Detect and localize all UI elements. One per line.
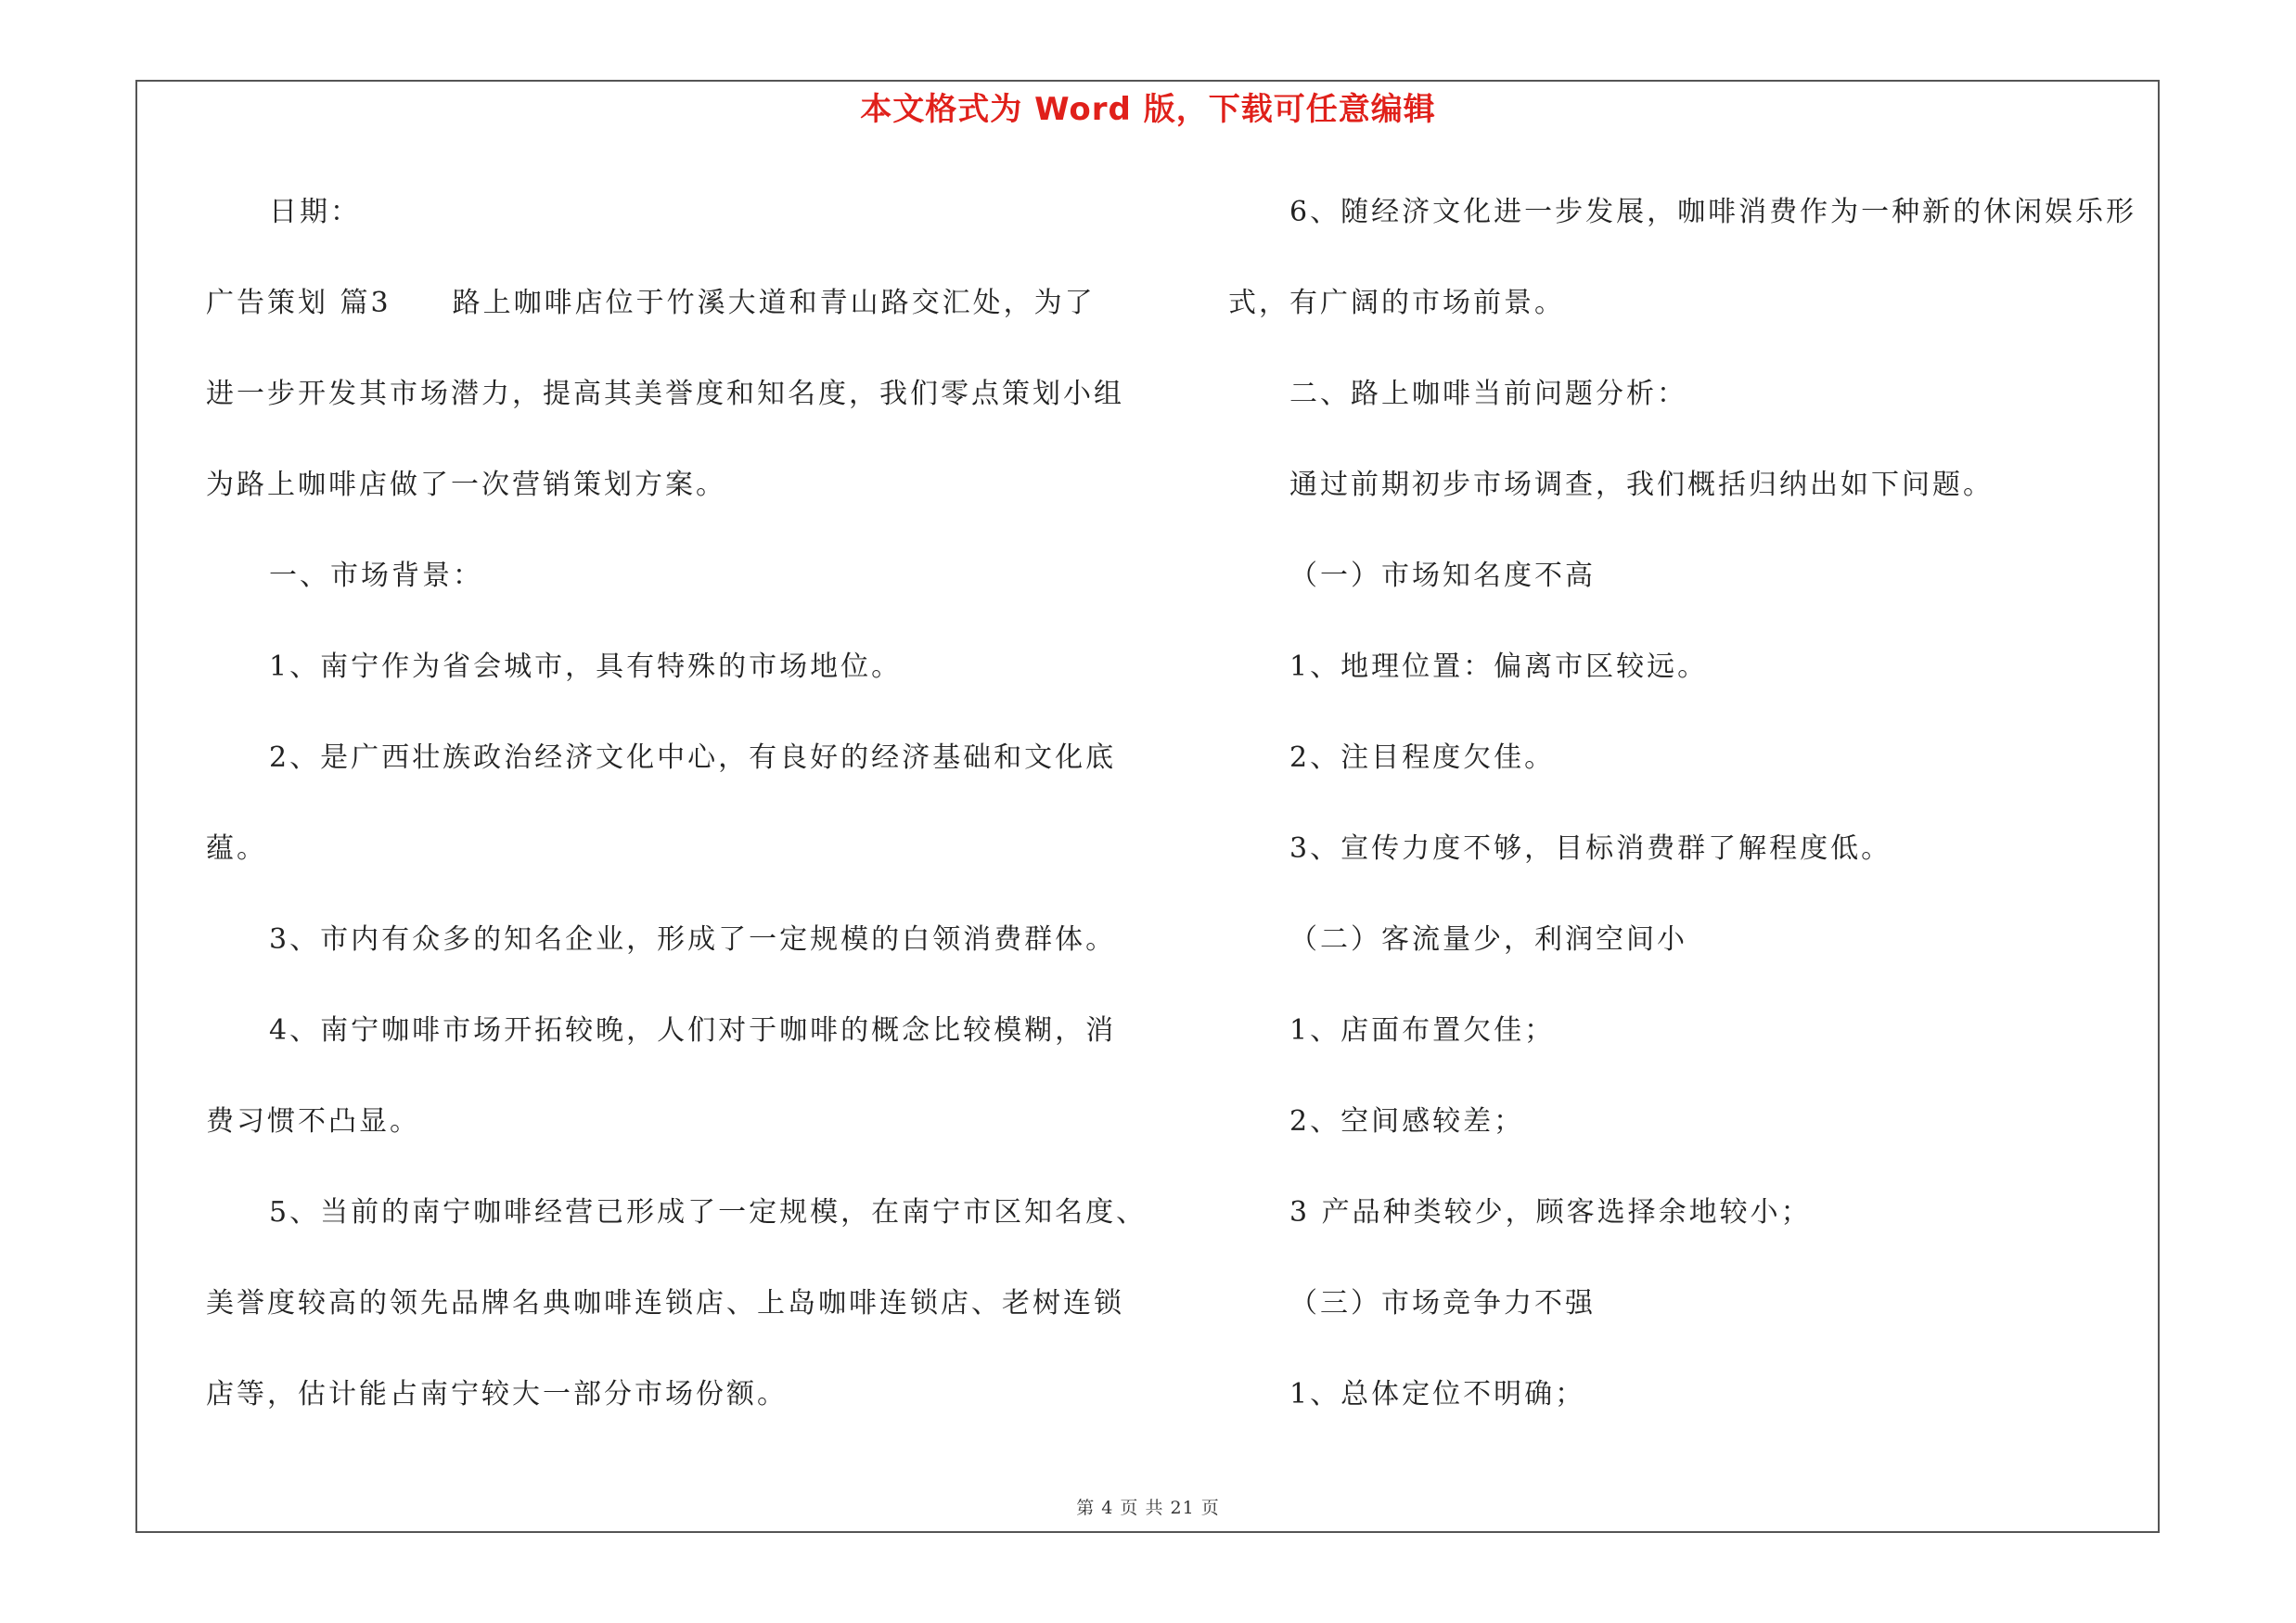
section-heading: 二、路上咖啡当前问题分析：: [1289, 378, 1687, 410]
paragraph-line: 1、店面布置欠佳；: [1289, 1014, 1556, 1047]
paragraph-line: 进一步开发其市场潜力，提高其美誉度和知名度，我们零点策划小组: [206, 378, 1124, 410]
paragraph-line: 1、南宁作为省会城市，具有特殊的市场地位。: [269, 650, 903, 683]
paragraph-line: 3、宣传力度不够，目标消费群了解程度低。: [1289, 832, 1892, 865]
paragraph-line: 6、随经济文化进一步发展，咖啡消费作为一种新的休闲娱乐形: [1289, 196, 2137, 228]
paragraph-line: 4、南宁咖啡市场开拓较晚，人们对于咖啡的概念比较模糊，消: [269, 1014, 1117, 1047]
paragraph-line: 式，有广阔的市场前景。: [1228, 287, 1565, 319]
paragraph-line: 日期：: [269, 196, 361, 228]
paragraph-line: 费习惯不凸显。: [206, 1105, 420, 1138]
paragraph-line: 为路上咖啡店做了一次营销策划方案。: [206, 469, 726, 501]
paragraph-line: 蕴。: [206, 832, 267, 865]
paragraph-line: 3 产品种类较少，顾客选择余地较小；: [1289, 1196, 1812, 1229]
paragraph-line: 3、市内有众多的知名企业，形成了一定规模的白领消费群体。: [269, 923, 1117, 956]
subsection-heading: （二）客流量少，利润空间小: [1289, 923, 1687, 956]
paragraph-line: 美誉度较高的领先品牌名典咖啡连锁店、上岛咖啡连锁店、老树连锁: [206, 1287, 1124, 1320]
section-heading: 一、市场背景：: [269, 560, 483, 592]
paragraph-line: 5、当前的南宁咖啡经营已形成了一定规模，在南宁市区知名度、: [269, 1196, 1148, 1229]
paragraph-line: 2、注目程度欠佳。: [1289, 741, 1556, 774]
paragraph-line: 店等，估计能占南宁较大一部分市场份额。: [206, 1378, 788, 1410]
paragraph-line: 通过前期初步市场调查，我们概括归纳出如下问题。: [1289, 469, 1994, 501]
paragraph-line: 1、总体定位不明确；: [1289, 1378, 1586, 1410]
page-number-footer: 第 4 页 共 21 页: [1076, 1498, 1220, 1518]
paragraph-line: 2、空间感较差；: [1289, 1105, 1525, 1138]
paragraph-line: 1、地理位置：偏离市区较远。: [1289, 650, 1709, 683]
document-banner: 本文格式为 Word 版，下载可任意编辑: [860, 91, 1436, 128]
paragraph-line: 广告策划 篇3 路上咖啡店位于竹溪大道和青山路交汇处，为了: [206, 287, 1096, 319]
subsection-heading: （三）市场竞争力不强: [1289, 1287, 1596, 1320]
paragraph-line: 2、是广西壮族政治经济文化中心，有良好的经济基础和文化底: [269, 741, 1117, 774]
subsection-heading: （一）市场知名度不高: [1289, 560, 1596, 592]
